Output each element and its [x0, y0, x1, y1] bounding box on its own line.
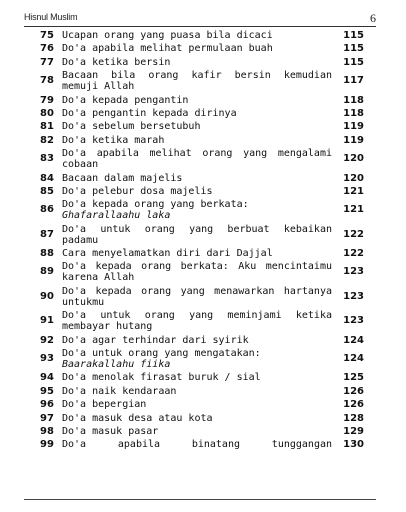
entry-title [62, 186, 338, 197]
toc-entry [40, 260, 364, 284]
entry-title [62, 261, 338, 283]
entry-title-text: Do'a kepada orang yang menawarkan hartanya untukmu [62, 285, 332, 308]
footer-rule [24, 499, 376, 500]
entry-number: 80 [40, 107, 54, 119]
toc-entry [40, 69, 364, 93]
toc-entry [40, 134, 364, 147]
entry-title-text: Do'a kepada orang berkata: Aku mencintaimu karena Allah [62, 261, 332, 284]
entry-title [62, 413, 338, 424]
entry-page: 122 [343, 248, 364, 260]
entry-title [62, 121, 338, 132]
entry-title-text: Do'a menolak firasat buruk / sial [62, 372, 261, 384]
entry-title-text: Do'a apabila melihat permulaan buah [62, 43, 273, 55]
entry-title-italic: Ghafarallaahu laka [62, 210, 171, 222]
entry-title-text: Do'a apabila binatang tunggangan [62, 439, 332, 451]
entry-page: 125 [343, 372, 364, 384]
toc-entry [40, 94, 364, 107]
toc-entry [40, 107, 364, 120]
toc-entry [40, 412, 364, 425]
entry-number: 91 [40, 315, 54, 327]
header-rule [24, 26, 376, 27]
toc-entry [40, 42, 364, 55]
entry-page: 123 [343, 290, 364, 302]
entry-title [62, 372, 338, 383]
entry-page: 118 [343, 94, 364, 106]
toc-entry [40, 309, 364, 333]
entry-title-text: Do'a kepada orang yang berkata: [62, 199, 249, 211]
entry-title [62, 173, 338, 184]
entry-page: 124 [343, 334, 364, 346]
toc-entry [40, 385, 364, 398]
entry-title [62, 57, 338, 68]
entry-page: 121 [343, 185, 364, 197]
entry-title-text: Do'a agar terhindar dari syirik [62, 334, 249, 346]
entry-title-text: Bacaan bila orang kafir bersin kemudian memuji Allah [62, 70, 332, 93]
entry-number: 87 [40, 228, 54, 240]
entry-page: 130 [343, 439, 364, 451]
toc-entry [40, 334, 364, 347]
toc-entry [40, 120, 364, 133]
entry-number: 76 [40, 43, 54, 55]
entry-title [62, 248, 338, 259]
entry-number: 84 [40, 172, 54, 184]
entry-number: 92 [40, 334, 54, 346]
entry-number: 82 [40, 134, 54, 146]
entry-title-text: Bacaan dalam majelis [62, 172, 183, 184]
entry-title-text: Do'a masuk pasar [62, 425, 159, 437]
entry-page: 121 [343, 204, 364, 216]
entry-title-text: Do'a untuk orang yang berbuat kebaikan padamu [62, 223, 332, 246]
entry-title [62, 439, 338, 450]
entry-title [62, 399, 338, 410]
entry-title-text: Do'a pelebur dosa majelis [62, 185, 213, 197]
entry-title [62, 286, 338, 308]
entry-page: 128 [343, 412, 364, 424]
entry-title-text: Do'a ketika marah [62, 134, 165, 146]
entry-page: 120 [343, 153, 364, 165]
entry-page: 126 [343, 385, 364, 397]
entry-number: 79 [40, 94, 54, 106]
entry-number: 95 [40, 385, 54, 397]
entry-number: 85 [40, 185, 54, 197]
entry-title [62, 148, 338, 170]
entry-title [62, 135, 338, 146]
running-title: Hisnul Muslim [24, 12, 78, 22]
entry-number: 94 [40, 372, 54, 384]
entry-title-text: Do'a naik kendaraan [62, 385, 177, 397]
entry-title-text: Do'a pengantin kepada dirinya [62, 107, 237, 119]
toc-entry [40, 198, 364, 222]
entry-page: 118 [343, 107, 364, 119]
entry-title [62, 224, 338, 246]
entry-title [62, 43, 338, 54]
entry-title-text: Do'a bepergian [62, 399, 147, 411]
entry-title-text: Cara menyelamatkan diri dari Dajjal [62, 248, 273, 260]
entry-number: 88 [40, 248, 54, 260]
entry-title [62, 335, 338, 346]
toc-entry [40, 425, 364, 438]
toc-entry [40, 247, 364, 260]
entry-title [62, 70, 338, 92]
entry-title [62, 386, 338, 397]
entry-page: 115 [343, 43, 364, 55]
entry-title-text: Do'a kepada pengantin [62, 94, 189, 106]
entry-number: 86 [40, 204, 54, 216]
entry-page: 119 [343, 134, 364, 146]
entry-page: 129 [343, 425, 364, 437]
entry-number: 97 [40, 412, 54, 424]
entry-title [62, 95, 338, 106]
entry-title [62, 348, 338, 370]
entry-number: 96 [40, 399, 54, 411]
toc-entry [40, 285, 364, 309]
toc-entry [40, 438, 364, 451]
entry-title-text: Do'a masuk desa atau kota [62, 412, 213, 424]
entry-number: 90 [40, 290, 54, 302]
entry-number: 99 [40, 439, 54, 451]
entry-page: 123 [343, 315, 364, 327]
toc-entry [40, 56, 364, 69]
entry-number: 93 [40, 353, 54, 365]
entry-page: 119 [343, 121, 364, 133]
entry-title [62, 30, 338, 41]
entry-title [62, 108, 338, 119]
entry-page: 115 [343, 30, 364, 41]
page-header [24, 8, 376, 24]
toc-entry [40, 29, 364, 42]
entry-title-text: Do'a apabila melihat orang yang mengalami cobaan [62, 148, 332, 171]
entry-title-text: Do'a untuk orang yang mengatakan: [62, 348, 261, 360]
entry-title [62, 199, 338, 221]
toc-entry [40, 371, 364, 384]
entry-title [62, 310, 338, 332]
entry-title-text: Do'a ketika bersin [62, 56, 171, 68]
entry-title-text: Ucapan orang yang puasa bila dicaci [62, 30, 273, 41]
entry-page: 117 [343, 75, 364, 87]
entry-number: 89 [40, 266, 54, 278]
entry-page: 115 [343, 56, 364, 68]
entry-title-italic: Baarakallahu fiika [62, 359, 171, 371]
table-of-contents [40, 29, 364, 452]
entry-page: 122 [343, 228, 364, 240]
entry-number: 75 [40, 30, 54, 41]
page-number: 6 [370, 11, 376, 25]
entry-title-text: Do'a untuk orang yang meminjami ketika membayar hutang [62, 310, 332, 333]
entry-page: 120 [343, 172, 364, 184]
entry-page: 123 [343, 266, 364, 278]
entry-title-text: Do'a sebelum bersetubuh [62, 121, 201, 133]
entry-page: 126 [343, 399, 364, 411]
entry-number: 78 [40, 75, 54, 87]
entry-page: 124 [343, 353, 364, 365]
entry-number: 98 [40, 425, 54, 437]
toc-entry [40, 398, 364, 411]
toc-entry [40, 347, 364, 371]
entry-title [62, 426, 338, 437]
entry-number: 83 [40, 153, 54, 165]
entry-number: 81 [40, 121, 54, 133]
toc-entry [40, 185, 364, 198]
toc-entry [40, 147, 364, 171]
entry-number: 77 [40, 56, 54, 68]
toc-entry [40, 223, 364, 247]
toc-entry [40, 172, 364, 185]
